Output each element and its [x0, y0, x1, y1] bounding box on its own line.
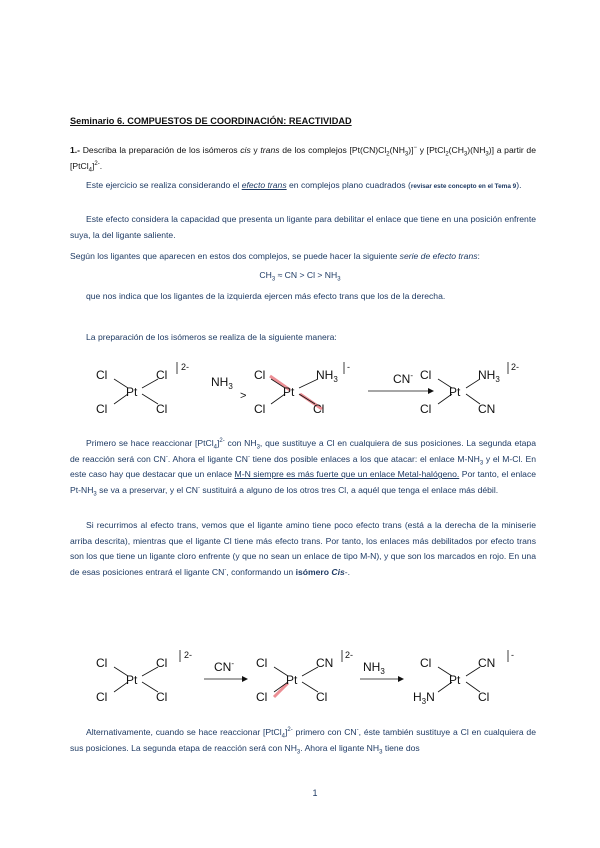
text: Alternativamente, cuando se hace reaccionar [PtCl: [86, 727, 282, 737]
question-text: [70, 143, 536, 174]
ligand-label: Cl: [156, 656, 168, 670]
subscript: 3: [93, 491, 97, 498]
reactant-complex-1: [96, 362, 189, 416]
text: Por tanto, el enlace Pt-NH: [70, 469, 537, 495]
subscript: 3: [463, 151, 468, 158]
svg-text:CN-: CN-: [214, 659, 235, 674]
ligand-label: Cl: [96, 690, 108, 704]
ligand-label: CN: [478, 402, 496, 416]
text: primero con CN: [292, 727, 357, 737]
paragraph-effect: Este efecto considera la capacidad que presenta un ligante para debilitar el enlace que tiene en una posición enfrente suya, la del ligante saliente.: [70, 214, 536, 240]
text: ).: [516, 180, 522, 190]
text: CH: [259, 270, 272, 280]
superscript: −: [413, 145, 418, 152]
note: revisar este concepto en el Tema 9: [410, 183, 517, 190]
page-number: 1: [312, 788, 318, 798]
text: Si recurrimos al efecto trans, vemos que el ligante amino tiene poco efecto trans (está a la derecha de la miniserie arriba descrita), mientras que el ligante Cl tiene más efecto trans. Por tanto, los enlaces más debilitados por efecto trans son los que tiene un ligante cloro enfrente (y que no sean un enlace de tipo M-N), y que son los marcados en rojo. En una de esas posiciones entrará el ligante CN: [70, 520, 536, 577]
metal-center: Pt: [449, 673, 461, 687]
question-part: y [PtCl: [417, 145, 446, 155]
ligand-label: Cl: [254, 402, 266, 416]
superscript: -: [247, 453, 250, 460]
charge-label: 2-: [345, 650, 354, 660]
series-term: serie de efecto trans: [399, 251, 478, 261]
text: , que sustituye a Cl en cualquiera de sus posiciones. La segunda etapa de reacción será con CN: [70, 438, 536, 464]
subscript: 3: [296, 749, 301, 756]
subscript: 4: [281, 733, 285, 740]
ligand-label: Cl: [420, 402, 432, 416]
charge-label: -: [347, 362, 350, 372]
text: ]: [285, 727, 288, 737]
subscript: 3: [479, 460, 484, 467]
metal-center: Pt: [449, 385, 461, 399]
superscript: -: [198, 484, 201, 491]
subscript: 4: [213, 444, 218, 451]
question-part: ]: [91, 160, 95, 171]
metal-center: Pt: [126, 385, 138, 399]
paragraph-first-step: [70, 436, 536, 498]
charge-label: 2-: [181, 362, 190, 372]
charge-label: -: [511, 650, 514, 660]
ligand-label: Cl: [96, 656, 108, 670]
question-part: (NH: [389, 145, 405, 155]
cis-word: cis: [240, 145, 251, 155]
trans-word: trans: [260, 145, 280, 155]
subscript: 3: [404, 151, 409, 158]
ligand-label: Cl: [478, 690, 490, 704]
metal-center: Pt: [126, 673, 138, 687]
svg-text:CN-: CN-: [393, 371, 414, 386]
text: :: [477, 251, 480, 261]
charge-label: 2-: [184, 650, 193, 660]
text: Este ejercicio se realiza considerando el: [86, 180, 242, 190]
page-title: Seminario 6. COMPUESTOS DE COORDINACIÓN: REACTIVIDAD: [70, 116, 352, 126]
question-part: )(NH: [467, 145, 486, 155]
text: se va a preservar, y el CN: [96, 484, 199, 495]
subscript: 3: [379, 749, 383, 756]
ligand-label: Cl: [156, 368, 168, 382]
paragraph-alternative: [70, 725, 536, 756]
text: . Ahora el ligante NH: [300, 742, 380, 753]
superscript: 2-: [219, 438, 225, 445]
isomer-term: isómero: [295, 566, 332, 577]
subscript: 4: [88, 167, 92, 174]
paragraph-series-meaning: que nos indica que los ligantes de la izquierda ejercen más efecto trans que los de la derecha.: [86, 291, 446, 301]
ligand-label: Cl: [256, 690, 268, 704]
ligand-label: Cl: [156, 402, 168, 416]
reaction-scheme-1: [80, 352, 540, 424]
question-part: (CH: [448, 145, 464, 155]
text: con NH: [224, 438, 257, 448]
subscript: 3: [337, 276, 341, 283]
intermediate-complex-2: [256, 650, 353, 704]
subscript: 2: [445, 151, 449, 158]
text: Según los ligantes que aparecen en estos dos complejos, se puede hacer la siguiente: [70, 251, 400, 261]
intermediate-complex-1: [254, 362, 350, 416]
text: , conformando un: [226, 566, 296, 577]
text: tiene dos: [382, 742, 420, 753]
text: sustituirá a alguno de los otros tres Cl, a aquél que tenga el enlace más débil.: [200, 484, 499, 495]
product-complex-2: [413, 650, 514, 706]
metal-center: Pt: [283, 385, 295, 399]
superscript: -: [356, 727, 359, 734]
ligand-label: Cl: [313, 402, 325, 416]
text: y el M-Cl. En este caso hay que destacar que un enlace: [70, 453, 537, 479]
reaction-scheme-2: [80, 640, 540, 712]
subscript: 3: [271, 276, 276, 283]
question-part: )]: [408, 145, 414, 155]
text: . Ahora el ligante CN: [167, 453, 248, 464]
question-part: )] a partir de [PtCl: [70, 145, 536, 171]
reactant-complex-2: [96, 650, 192, 704]
cis-term: Cis: [331, 566, 345, 577]
metal-center: Pt: [286, 673, 298, 687]
reaction-arrow-2a: [204, 659, 248, 682]
paragraph-intro: [70, 178, 536, 195]
svg-text:NH3: $NH_3$: [363, 660, 385, 676]
ligand-label: Cl: [420, 656, 432, 670]
greater-than: >: [240, 390, 247, 402]
text: ≈ CN > Cl > NH: [275, 270, 338, 280]
text: , éste también sustituye a Cl en cualquiera de sus posiciones. La segunda etapa de reacción será con NH: [70, 727, 536, 753]
ligand-label: Cl: [96, 402, 108, 416]
svg-text:H3N: $H_3N$: [413, 690, 435, 706]
text: en complejos plano cuadrados (: [286, 180, 411, 190]
reaction-arrow-2b: [360, 660, 404, 682]
svg-text:NH3: $NH_3$: [211, 375, 233, 391]
superscript: -: [224, 566, 227, 573]
subscript: 3: [485, 151, 489, 158]
superscript: 2-: [287, 727, 293, 734]
subscript: 2: [386, 151, 390, 158]
question-part: y: [250, 145, 261, 155]
paragraph-series-intro: [70, 249, 536, 265]
text: ]: [217, 438, 220, 448]
ligand-label: CN: [478, 656, 496, 670]
question-part: Describa la preparación de los isómeros: [80, 145, 241, 155]
svg-text:NH3: $NH_3$: [478, 368, 500, 384]
superscript: -: [165, 453, 168, 460]
product-complex-1: [420, 362, 519, 416]
superscript: 2-: [94, 160, 100, 167]
ligand-label: CN: [316, 656, 334, 670]
ligand-label: Cl: [96, 368, 108, 382]
question-part: de los complejos [Pt(CN)Cl: [279, 145, 387, 155]
svg-text:NH3: $NH_3$: [316, 368, 338, 384]
text: Primero se hace reaccionar [PtCl: [86, 438, 214, 448]
charge-label: 2-: [511, 362, 520, 372]
ligand-label: Cl: [156, 690, 168, 704]
ligand-label: Cl: [316, 690, 328, 704]
paragraph-trans-analysis: [70, 518, 536, 580]
question-number: 1.-: [70, 145, 81, 155]
reagent-label-1: [211, 375, 246, 402]
question-part: .: [99, 160, 103, 171]
text: tiene dos posible enlaces a los que atacar: el enlace M-NH: [249, 453, 480, 464]
trans-effect-series: [0, 270, 600, 283]
text: -.: [344, 566, 351, 577]
ligand-label: Cl: [256, 656, 268, 670]
efecto-trans-link[interactable]: efecto trans: [241, 180, 287, 190]
ligand-label: Cl: [420, 368, 432, 382]
paragraph-preparation: La preparación de los isómeros se realiza de la siguiente manera:: [86, 332, 337, 342]
underlined-statement: M-N siempre es más fuerte que un enlace Metal-halógeno.: [234, 469, 460, 479]
subscript: 3: [256, 444, 260, 451]
ligand-label: Cl: [254, 368, 266, 382]
